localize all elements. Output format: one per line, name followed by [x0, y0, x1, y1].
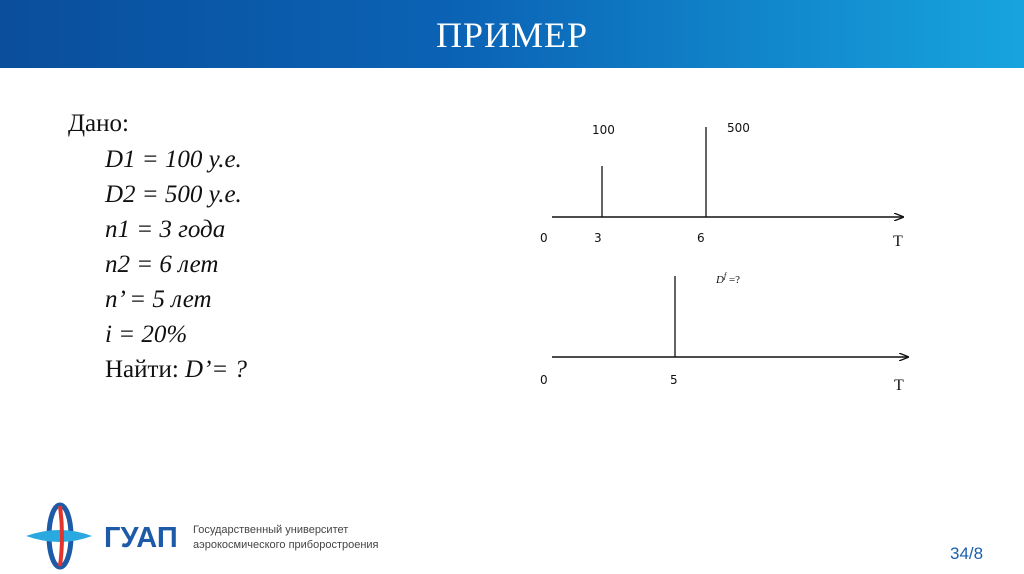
given-n1: n1 = 3 года [105, 216, 226, 243]
guap-emblem-icon [24, 498, 94, 572]
given-rate: i = 20% [105, 321, 188, 348]
page-number: 34/8 [950, 544, 984, 563]
given-n2: n2 = 6 лет [105, 251, 219, 278]
logo-name: ГУАП [104, 522, 178, 554]
top-axis-label: T [893, 233, 903, 250]
bottom-axis-label: T [894, 377, 904, 394]
top-origin-label: 0 [540, 231, 548, 245]
find-line: Найти: D’= ? [105, 356, 248, 383]
bottom-tick-label: 5 [670, 373, 678, 387]
given-d1: D1 = 100 у.е. [105, 146, 242, 173]
top-tick-label-1: 3 [594, 231, 602, 245]
given-n-prime: n’ = 5 лет [105, 286, 212, 313]
top-amount-label-2: 500 [727, 121, 750, 135]
top-amount-label-1: 100 [592, 123, 615, 137]
bottom-amount-label: $D^f$ =? [716, 271, 741, 286]
given-d2: D2 = 500 у.е. [105, 181, 242, 208]
bottom-origin-label: 0 [540, 373, 548, 387]
top-tick-label-2: 6 [697, 231, 705, 245]
logo-subtitle: Государственный университет аэрокосмического приборостроения [193, 524, 379, 551]
given-label: Дано: [68, 110, 129, 137]
slide-title: ПРИМЕР [435, 15, 589, 55]
